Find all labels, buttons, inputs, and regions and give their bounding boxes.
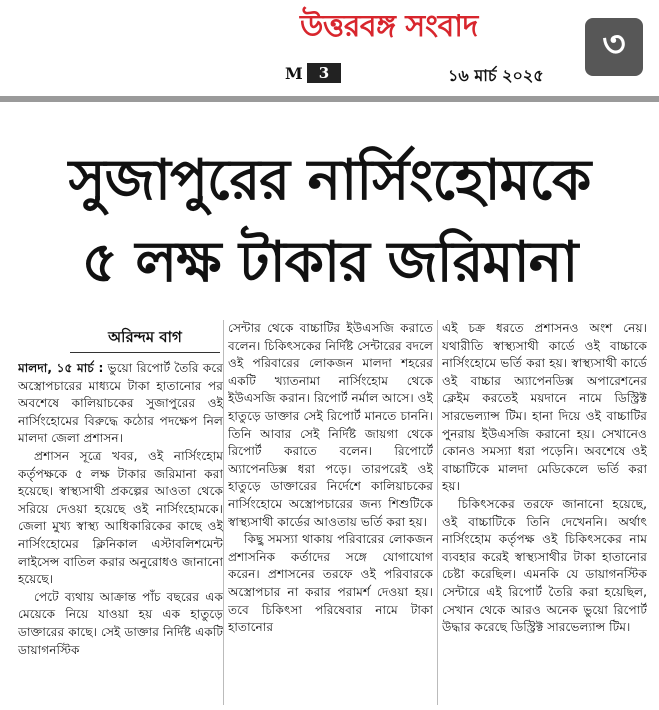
paragraph: সেন্টার থেকে বাচ্চাটির ইউএসজি করাতে বলেন। চিকিৎসকের নির্দিষ্ট সেন্টারের বদলে ওই পরিবারের লোকজন মালদা শহরের একটি খ্যাতনামা নার্সিংহোম থেকে ইউএসজি করান। রিপোর্ট নর্মাল আসে। ওই হাতুড়ে ডাক্তার সেই রিপোর্ট মানতে চাননি। তিনি আবার সেই নির্দিষ্ট জায়গা থেকে রিপোর্ট করাতে বলেন। রিপোর্টে অ্যাপেনডিক্স ধরা পড়ে। তারপরেই ওই হাতুড়ে ডাক্তারের নির্দেশে কালিয়াচকের নার্সিংহোমে অস্ত্রোপচারের জন্য শিশুটিকে স্বাস্থ্যসাথী কার্ডের আওতায় ভর্তি করা হয়। — [228, 321, 433, 529]
masthead-divider — [0, 96, 659, 102]
paragraph: পেটে ব্যথায় আক্রান্ত পাঁচ বছরের এক মেয়েকে নিয়ে যাওয়া হয় এক হাতুড়ে ডাক্তারের কাছে। সেই ডাক্তার নির্দিষ্ট একটি ডায়াগনস্টিক — [18, 589, 223, 657]
page-number-badge: ৩ — [585, 18, 643, 76]
edition-label: M — [285, 64, 303, 83]
paragraph: প্রশাসন সূত্রে খবর, ওই নার্সিংহোম কর্তৃপক্ষকে ৫ লক্ষ টাকার জরিমানা করা হয়েছে। স্বাস্থ্যসাথী প্রকল্পের আওতা থেকে সরিয়ে দেওয়া হয়েছে ওই নার্সিংহোমকে। জেলা মুখ্য স্বাস্থ্য আধিকারিকের কাছে ওই নার্সিংহোমের ক্লিনিকাল এস্টাবলিশমেন্ট লাইসেন্স বাতিল করার অনুরোধও জানানো হয়েছে। — [18, 448, 223, 587]
masthead — [0, 0, 659, 90]
article-column-3 — [442, 320, 647, 705]
headline-line-2: ৫ লক্ষ টাকার জরিমানা — [81, 230, 578, 295]
dateline: মালদা, ১৫ মার্চ : — [18, 361, 104, 375]
paragraph — [18, 360, 223, 448]
lead-text: ভুয়ো রিপোর্ট তৈরি করে অস্ত্রোপচারের মাধ্যমে টাকা হাতানোর পর অবশেষে কালিয়াচকের সুজাপুরের ওই নার্সিংহোমের বিরুদ্ধে কঠোর পদক্ষেপ নিল মালদা জেলা প্রশাসন। — [18, 361, 223, 446]
issue-date: ১৬ মার্চ ২০২৫ — [448, 66, 544, 85]
article-column-2 — [228, 320, 433, 705]
headline-line-1: সুজাপুরের নার্সিংহোমকে — [68, 148, 591, 213]
paragraph: কিছু সমস্যা থাকায় পরিবারের লোকজন প্রশাসনিক কর্তাদের সঙ্গে যোগাযোগ করেন। প্রশাসনের তরফে ওই পরিবারকে অস্ত্রোপচার না করার পরামর্শ দেওয়া হয়। তবে চিকিৎসা পরিষেবার নামে টাকা হাতানোর — [228, 532, 433, 635]
byline: অরিন্দম বাগ — [70, 326, 220, 353]
headline — [0, 140, 659, 304]
column-divider — [223, 320, 224, 705]
page-number: 3 — [307, 63, 341, 83]
paragraph: এই চক্র ধরতে প্রশাসনও অংশ নেয়। যথারীতি স্বাস্থ্যসাথী কার্ডে ওই বাচ্চাকে নার্সিংহোমে ভর্তি করা হয়। স্বাস্থ্যসাথী কার্ডে ওই বাচ্চার অ্যাপেনডিক্স অপারেশনের ক্লেইম করতেই ময়দানে নামে ডিস্ট্রিক্ট সারভেল্যান্স টিম। হানা দিয়ে ওই বাচ্চাটির পুনরায় ইউএসজি করানো হয়। সেখানেও কোনও সমস্যা ধরা পড়েনি। অবশেষে ওই বাচ্চাটিকে মালদা মেডিকেলে ভর্তি করা হয়। — [442, 321, 647, 494]
newspaper-title: উত্তরবঙ্গ সংবাদ — [300, 9, 478, 44]
article-column-1 — [18, 360, 223, 705]
column-divider — [437, 320, 438, 705]
paragraph: চিকিৎসকের তরফে জানানো হয়েছে, ওই বাচ্চাটিকে তিনি দেখেননি। অর্থাৎ নার্সিংহোম কর্তৃপক্ষ ওই চিকিৎসকের নাম ব্যবহার করেই স্বাস্থ্যসাথীর টাকা হাতানোর চেষ্টা করেছিল। এমনকি যে ডায়াগনস্টিক সেন্টারে এই রিপোর্ট তৈরি করা হয়েছিল, সেখান থেকে আরও অনেক ভুয়ো রিপোর্ট উদ্ধার করেছে ডিস্ট্রিক্ট সারভেল্যান্স টিম। — [442, 496, 647, 635]
